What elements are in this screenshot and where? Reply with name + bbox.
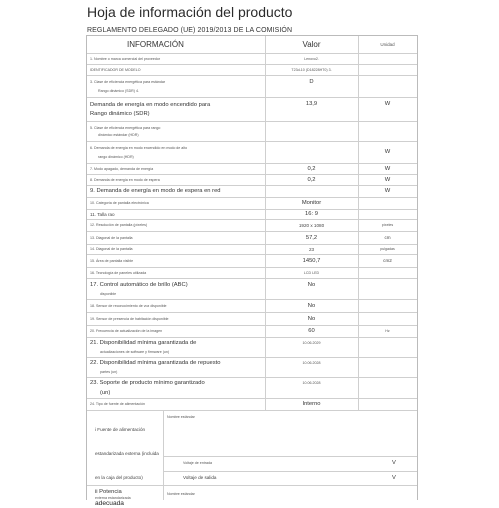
row-label-cont: partes (un) xyxy=(100,370,118,375)
row-label: 10. Categoría de pantalla electrónica xyxy=(90,201,149,206)
row-value: 16: 9 xyxy=(305,211,318,218)
row-label: IDENTIFICADOR DE MODELO xyxy=(90,67,141,72)
row-value: Lenovo2. xyxy=(304,56,319,61)
row-label: 19. Sensor de presencia de habitación disponible xyxy=(90,316,169,321)
row-value: 1920 x 1080 xyxy=(298,222,325,228)
psu-main-label: i Fuente de alimentación estandarizada externa (incluida en la caja del producto) xyxy=(95,427,159,480)
row-label: 3. Clase de eficiencia energética para estándar xyxy=(90,80,166,85)
psu-sub-standard-name-2: Nombre estándar xyxy=(167,492,195,496)
row-value: D xyxy=(309,79,314,85)
row-label-cont: rango dinámico (HDR) xyxy=(98,154,134,159)
table-row xyxy=(87,326,417,338)
table-row xyxy=(87,210,417,220)
table-row xyxy=(87,268,417,279)
header-info: INFORMACIÓN xyxy=(127,39,184,49)
row-label: 5. Clase de eficiencia energética para rango xyxy=(90,125,161,130)
header-value: Valor xyxy=(302,39,321,49)
row-unit: W xyxy=(384,149,391,156)
table-row xyxy=(87,245,417,255)
row-label: 18. Sensor de reconocimiento de voz disponible xyxy=(90,303,167,308)
row-label: 15. Área de pantalla visible xyxy=(90,258,134,263)
table-row xyxy=(87,98,417,122)
row-label: 1. Nombre o marca comercial del proveedor xyxy=(90,56,161,61)
table-row xyxy=(87,142,417,164)
row-label-cont: Rango dinámico (SDR) 4. xyxy=(98,88,139,93)
psu-power-label-3: adecuada xyxy=(95,500,124,508)
table-row xyxy=(87,378,417,399)
row-label: 11. Talla rao xyxy=(90,211,115,217)
psu-power-label: ii Potencia xyxy=(95,489,122,495)
row-unit: cm2 xyxy=(383,258,392,264)
table-row xyxy=(87,399,417,411)
psu-sub-output-voltage: Voltaje de salida xyxy=(183,475,217,480)
row-label: 6. Demanda de energía en modo encendido en modo de alto xyxy=(90,146,188,151)
row-label: 8. Demanda de energía en modo de espera xyxy=(90,177,160,182)
row-label-cont: Rango dinámico (SDR) xyxy=(90,110,150,117)
row-value: 60 xyxy=(308,328,315,335)
row-unit: Hz xyxy=(385,329,390,334)
row-label: 20. Frecuencia de actualización de la imagen xyxy=(90,329,163,334)
psu-sub-input-voltage: Voltaje de entrada xyxy=(183,461,212,465)
row-label-cont: actualizaciones de software y firmware (un) xyxy=(100,350,170,355)
row-value: No xyxy=(307,282,316,288)
row-label: 22. Disponibilidad mínima garantizada de repuesto xyxy=(90,360,221,367)
row-label: 21. Disponibilidad mínima garantizada de xyxy=(90,340,197,347)
row-label-cont: dinámico estándar (HDR) xyxy=(98,133,139,137)
table-row xyxy=(87,186,417,198)
row-label-cont: disponible xyxy=(100,291,117,296)
row-label-cont: (un) xyxy=(100,389,111,396)
table-row xyxy=(87,164,417,175)
table-header xyxy=(87,36,417,54)
table-row xyxy=(87,54,417,65)
psu-unit-input: V xyxy=(392,460,396,466)
row-value: T23d-10 (D18228HT0) 3. xyxy=(291,67,332,72)
table-row xyxy=(87,122,417,142)
row-value: LCD LED xyxy=(303,270,320,275)
row-label: Demanda de energía en modo encendido para xyxy=(90,101,211,108)
psu-power-block xyxy=(87,486,417,508)
row-label: 7. Modo apagado, demanda de energía xyxy=(90,166,154,171)
row-value: 13,9 xyxy=(305,101,318,107)
row-value: 23 xyxy=(308,246,315,252)
row-label: 9. Demanda de energía en modo de espera en red xyxy=(90,188,221,195)
table-row xyxy=(87,76,417,98)
row-unit: píxeles xyxy=(381,223,394,228)
row-value: Monitor xyxy=(301,200,322,207)
row-value: Interno xyxy=(302,401,321,408)
table-row xyxy=(87,313,417,326)
table-row xyxy=(87,338,417,358)
row-unit: W xyxy=(384,101,391,107)
row-value: No xyxy=(307,315,316,322)
info-table xyxy=(86,35,418,508)
page-title: Hoja de información del producto xyxy=(87,4,293,20)
table-row xyxy=(87,65,417,76)
psu-power-label-2: externa estandarizada xyxy=(95,495,131,500)
table-row xyxy=(87,300,417,313)
psu-block xyxy=(87,411,417,486)
table-row xyxy=(87,279,417,300)
row-unit: W xyxy=(384,176,391,183)
table-row xyxy=(87,232,417,245)
row-value: 57,2 xyxy=(305,234,318,241)
row-label: 17. Control automático de brillo (ABC) xyxy=(90,281,188,288)
row-unit: pulgadas xyxy=(380,247,395,252)
page-subtitle: REGLAMENTO DELEGADO (UE) 2019/2013 DE LA COMISIÓN xyxy=(87,27,293,34)
psu-unit-output: V xyxy=(392,475,396,481)
psu-sub-standard-name: Nombre estándar xyxy=(167,415,195,419)
row-label: 12. Resolución de pantalla (píxeles) xyxy=(90,223,148,228)
table-row xyxy=(87,255,417,268)
row-unit: W xyxy=(384,188,391,195)
table-row xyxy=(87,358,417,378)
row-unit: cm xyxy=(384,235,391,241)
header-unit: Unidad xyxy=(380,41,395,47)
row-value: 0,2 xyxy=(307,176,316,183)
table-row xyxy=(87,175,417,186)
row-value: 10.06.2029 xyxy=(302,341,321,345)
row-value: 1450,7 xyxy=(302,257,321,264)
row-value: 10.06.2028 xyxy=(302,381,321,385)
row-unit: W xyxy=(384,165,391,172)
row-label: 23. Soporte de producto mínimo garantizado xyxy=(90,379,205,386)
table-row xyxy=(87,198,417,210)
row-label: 14. Diagonal de la pantalla xyxy=(90,247,133,252)
row-value: 10.06.2028 xyxy=(302,361,321,365)
row-label: 24. Tipo de fuente de alimentación xyxy=(90,402,145,407)
row-label: 16. Tecnología de paneles utilizada xyxy=(90,270,147,275)
row-value: No xyxy=(307,302,316,309)
table-row xyxy=(87,220,417,232)
row-label: 13. Diagonal de la pantalla xyxy=(90,235,133,240)
row-value: 0,2 xyxy=(307,165,316,172)
